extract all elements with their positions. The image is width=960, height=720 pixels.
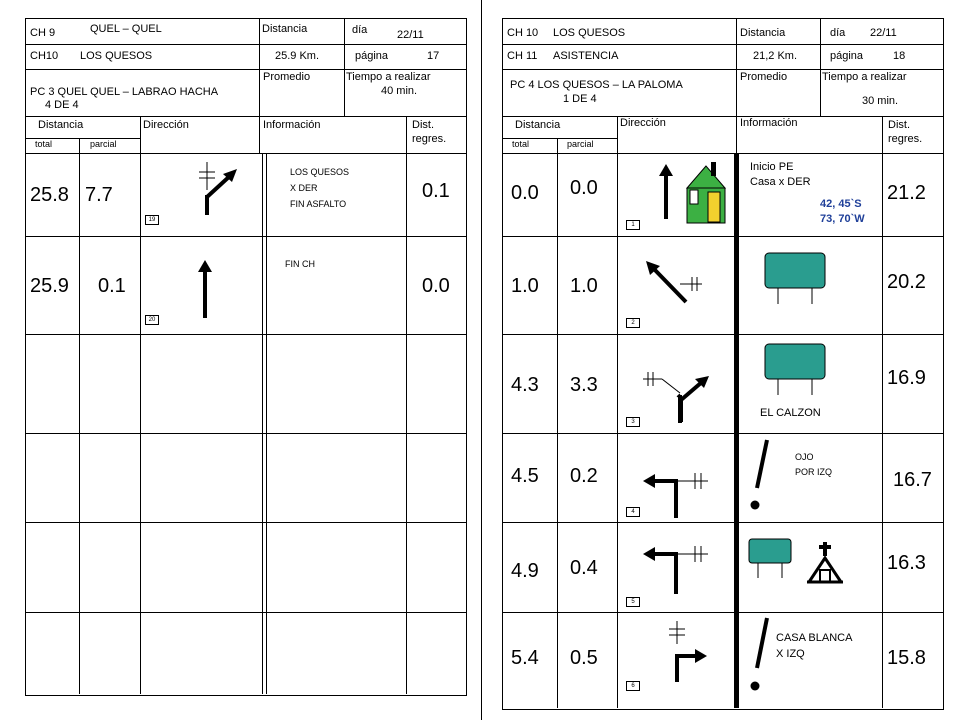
ch-next-name: LOS QUESOS xyxy=(80,50,153,62)
tiempo-label: Tiempo a realizar xyxy=(822,71,907,83)
ch-current: CH 9 xyxy=(30,27,56,39)
ch-current: CH 10 xyxy=(507,27,539,39)
route-line xyxy=(734,153,739,708)
left-frame xyxy=(25,18,467,696)
pagina-value: 17 xyxy=(427,50,440,62)
ch-next: CH10 xyxy=(30,50,59,62)
col-parcial: parcial xyxy=(90,139,117,149)
pc-line1: PC 3 QUEL QUEL – LABRAO HACHA xyxy=(30,86,219,98)
row-parcial: 0.5 xyxy=(570,647,598,669)
col-dist-regres: Dist. xyxy=(412,119,434,131)
row-regres: 16.3 xyxy=(887,552,926,574)
dia-value: 22/11 xyxy=(397,29,424,41)
row-info: OJO xyxy=(795,452,814,462)
distancia-value: 25.9 Km. xyxy=(275,50,320,62)
row-parcial: 0.0 xyxy=(570,177,598,199)
dia-value: 22/11 xyxy=(870,27,897,39)
sign-icon xyxy=(764,343,826,399)
ch-current-name: QUEL – QUEL xyxy=(90,23,162,35)
row-total: 0.0 xyxy=(511,182,539,204)
straight-arrow-icon xyxy=(658,163,674,219)
row-parcial: 0.4 xyxy=(570,557,598,579)
page-divider xyxy=(481,0,482,720)
row-info: CASA BLANCA xyxy=(776,632,853,644)
row-info: Casa x DER xyxy=(750,176,811,188)
row-info: LOS QUESOS xyxy=(290,167,350,177)
church-icon xyxy=(805,540,845,585)
row-regres: 15.8 xyxy=(887,647,926,669)
row-regres: 20.2 xyxy=(887,271,926,293)
caution-icon xyxy=(745,438,775,516)
caution-icon xyxy=(745,616,775,696)
pc-line2: 4 DE 4 xyxy=(45,99,79,111)
col-direccion: Dirección xyxy=(143,119,189,131)
pc-line2: 1 DE 4 xyxy=(563,93,597,105)
row-info: Inicio PE xyxy=(750,161,794,173)
row-total: 4.9 xyxy=(511,560,539,582)
tiempo-value: 40 min. xyxy=(381,85,418,97)
col-informacion: Información xyxy=(263,119,321,131)
promedio-label: Promedio xyxy=(263,71,311,83)
row-number-badge: 3 xyxy=(626,417,640,427)
row-info: X DER xyxy=(290,183,318,193)
row-regres: 0.1 xyxy=(422,180,450,202)
col-informacion: Información xyxy=(740,117,798,129)
coords-lon: 73, 70`W xyxy=(820,213,865,225)
col-direccion: Dirección xyxy=(620,117,666,129)
turn-left-arrow-icon xyxy=(640,255,705,310)
distancia-label: Distancia xyxy=(740,27,786,39)
distancia-label: Distancia xyxy=(262,23,308,35)
ch-next: CH 11 xyxy=(507,50,538,62)
tiempo-value: 30 min. xyxy=(862,95,899,107)
turn-left-arrow-icon xyxy=(640,540,710,596)
row-info: X IZQ xyxy=(776,648,805,660)
col-dist-regres-2: regres. xyxy=(888,133,923,145)
row-parcial: 3.3 xyxy=(570,374,598,396)
row-total: 5.4 xyxy=(511,647,539,669)
pagina-value: 18 xyxy=(893,50,906,62)
turn-left-arrow-icon xyxy=(640,460,710,520)
row-total: 1.0 xyxy=(511,275,539,297)
pagina-label: página xyxy=(355,50,389,62)
row-number-badge: 20 xyxy=(145,315,159,325)
row-total: 4.3 xyxy=(511,374,539,396)
turn-right-arrow-icon xyxy=(678,372,718,424)
row-regres: 16.9 xyxy=(887,367,926,389)
col-total: total xyxy=(512,139,530,149)
row-info: FIN CH xyxy=(285,259,315,269)
row-number-badge: 6 xyxy=(626,681,640,691)
row-total: 4.5 xyxy=(511,465,539,487)
row-regres: 0.0 xyxy=(422,275,450,297)
dia-label: día xyxy=(830,27,846,39)
row-regres: 21.2 xyxy=(887,182,926,204)
row-parcial: 0.1 xyxy=(98,275,126,297)
row-number-badge: 4 xyxy=(626,507,640,517)
col-dist-regres-2: regres. xyxy=(412,133,447,145)
col-distancia: Distancia xyxy=(515,119,561,131)
row-number-badge: 2 xyxy=(626,318,640,328)
pc-line1: PC 4 LOS QUESOS – LA PALOMA xyxy=(510,79,683,91)
col-dist-regres: Dist. xyxy=(888,119,910,131)
col-parcial: parcial xyxy=(567,139,594,149)
sign-icon xyxy=(748,538,792,580)
row-total: 25.9 xyxy=(30,275,69,297)
row-number-badge: 5 xyxy=(626,597,640,607)
promedio-label: Promedio xyxy=(740,71,788,83)
turn-right-arrow-icon xyxy=(660,620,710,684)
coords-lat: 42, 45`S xyxy=(820,198,862,210)
col-total: total xyxy=(35,139,53,149)
row-info: POR IZQ xyxy=(795,467,833,477)
row-regres: 16.7 xyxy=(893,469,932,491)
distancia-value: 21,2 Km. xyxy=(753,50,798,62)
sign-icon xyxy=(764,252,826,308)
pagina-label: página xyxy=(830,50,864,62)
tiempo-label: Tiempo a realizar xyxy=(346,71,431,83)
ch-next-name: ASISTENCIA xyxy=(553,50,619,62)
ch-current-name: LOS QUESOS xyxy=(553,27,626,39)
row-number-badge: 1 xyxy=(626,220,640,230)
col-distancia: Distancia xyxy=(38,119,84,131)
row-total: 25.8 xyxy=(30,184,69,206)
row-parcial: 0.2 xyxy=(570,465,598,487)
right-frame xyxy=(502,18,944,710)
row-parcial: 1.0 xyxy=(570,275,598,297)
row-parcial: 7.7 xyxy=(85,184,113,206)
dia-label: día xyxy=(352,24,368,36)
house-icon xyxy=(686,160,726,225)
row-info: FIN ASFALTO xyxy=(290,199,347,209)
row-info: EL CALZON xyxy=(760,407,821,419)
turn-right-arrow-icon xyxy=(195,160,245,220)
straight-arrow-icon xyxy=(195,258,215,318)
row-number-badge: 19 xyxy=(145,215,159,225)
